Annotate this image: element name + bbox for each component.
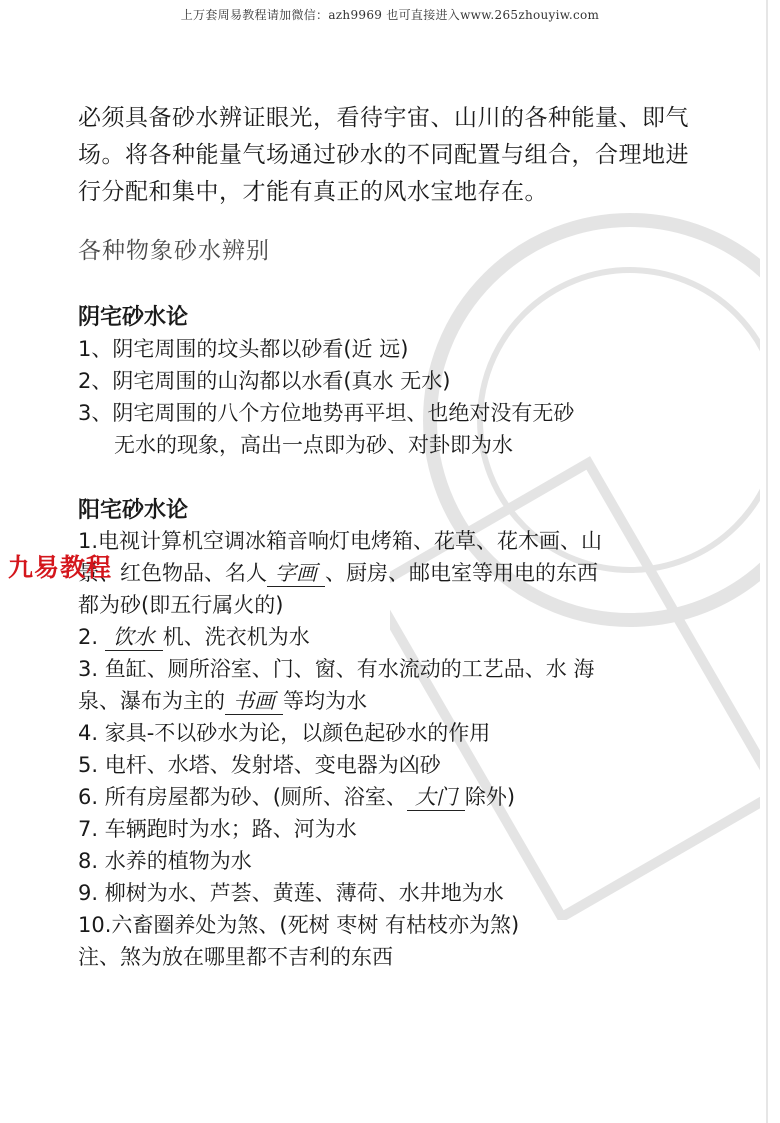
list-item: 都为砂(即五行属火的) <box>78 593 284 617</box>
intro-line: 行分配和集中，才能有真正的风水宝地存在。 <box>78 179 548 205</box>
text: 泉、瀑布为主的 <box>78 689 225 713</box>
yin-list <box>78 333 738 461</box>
text: 2. <box>78 625 105 649</box>
handwritten-text: 字画 <box>267 560 325 587</box>
intro-line: 场。将各种能量气场通过砂水的不同配置与组合，合理地进 <box>78 142 689 168</box>
list-item: 8. 水养的植物为水 <box>78 849 252 873</box>
list-item: 3、阴宅周围的八个方位地势再平坦、也绝对没有无砂 <box>78 401 575 425</box>
yang-list <box>78 525 738 973</box>
handwritten-text: 饮水 <box>105 624 163 651</box>
text: 等均为水 <box>283 689 367 713</box>
yang-heading: 阳宅砂水论 <box>78 498 189 523</box>
list-item-continuation: 无水的现象，高出一点即为砂、对卦即为水 <box>114 433 513 457</box>
list-item: 9. 柳树为水、芦荟、黄莲、薄荷、水井地为水 <box>78 881 504 905</box>
yin-heading: 阴宅砂水论 <box>78 305 189 330</box>
intro-line: 必须具备砂水辨证眼光，看待宇宙、山川的各种能量、即气 <box>78 105 689 131</box>
text: 景、红色物品、名人 <box>78 561 267 585</box>
list-item: 4. 家具-不以砂水为论，以颜色起砂水的作用 <box>78 721 491 745</box>
list-item: 2、阴宅周围的山沟都以水看(真水 无水) <box>78 369 451 393</box>
page-header-watermark: 上万套周易教程请加微信：azh9969 也可直接进入www.265zhouyiw.com <box>180 8 600 22</box>
text: 除外) <box>464 785 516 809</box>
text: 、厨房、邮电室等用电的东西 <box>325 561 598 585</box>
text: 机、洗衣机为水 <box>162 625 310 649</box>
handwritten-text: 书画 <box>225 688 283 715</box>
list-item: 1、阴宅周围的坟头都以砂看(近 远) <box>78 337 409 361</box>
list-item: 3. 鱼缸、厕所浴室、门、窗、有水流动的工艺品、水 海 <box>78 657 595 681</box>
list-item: 5. 电杆、水塔、发射塔、变电器为凶砂 <box>78 753 441 777</box>
list-item <box>78 685 738 717</box>
intro-paragraph <box>78 100 728 211</box>
note: 注、煞为放在哪里都不吉利的东西 <box>78 945 393 969</box>
list-item <box>78 429 738 461</box>
list-item: 1.电视计算机空调冰箱音响灯电烤箱、花草、花木画、山 <box>78 529 603 553</box>
list-item: 7. 车辆跑时为水；路、河为水 <box>78 817 357 841</box>
list-item <box>78 621 738 653</box>
list-item <box>78 557 738 589</box>
handwritten-text: 大门 <box>407 784 465 811</box>
text: 6. 所有房屋都为砂、(厕所、浴室、 <box>78 785 407 809</box>
list-item <box>78 781 738 813</box>
list-item: 10.六畜圈养处为煞、(死树 枣树 有枯枝亦为煞) <box>78 913 520 937</box>
brand-logo: 九易教程 <box>8 553 113 582</box>
section-title: 各种物象砂水辨别 <box>78 238 270 264</box>
page-edge <box>766 0 768 1123</box>
